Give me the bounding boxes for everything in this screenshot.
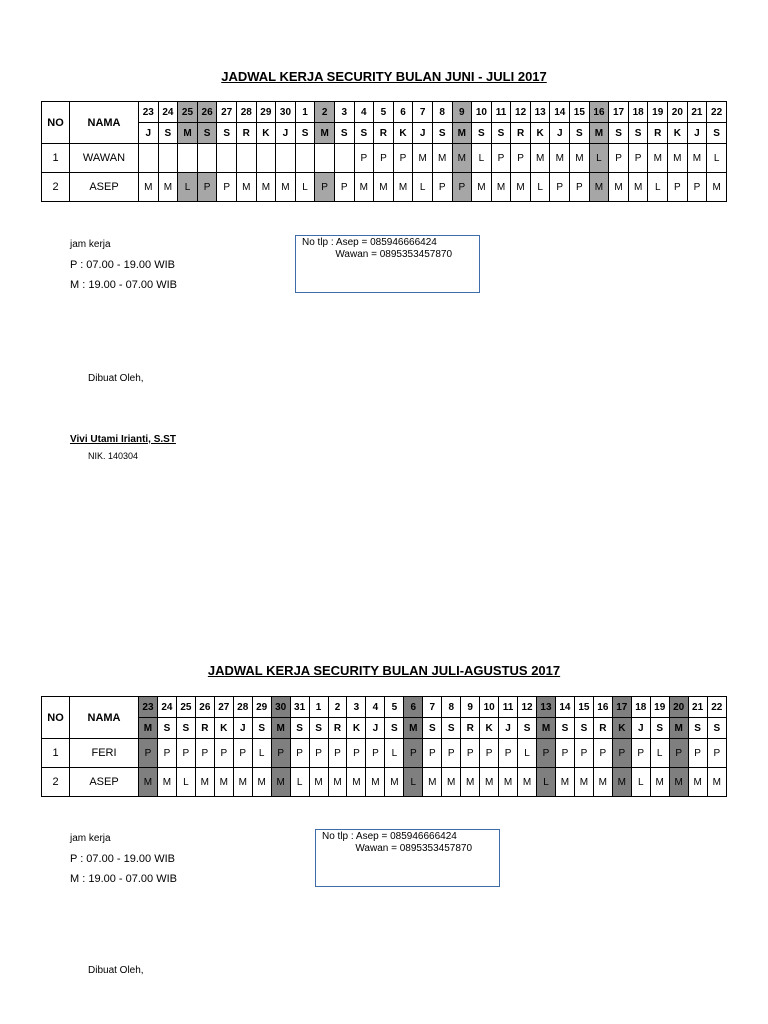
shift-cell: [139, 144, 159, 173]
table-row: [42, 173, 727, 202]
shift-cell: P: [452, 173, 472, 202]
date-cell: 31: [290, 697, 309, 718]
schedule-1-shift-m: M : 19.00 - 07.00 WIB: [70, 279, 177, 291]
date-cell: 20: [668, 102, 688, 123]
date-cell: 24: [157, 697, 176, 718]
schedule-2-contact-box: [315, 829, 500, 887]
shift-cell: L: [631, 768, 650, 797]
shift-cell: M: [612, 768, 631, 797]
shift-cell: M: [472, 173, 492, 202]
shift-cell: M: [158, 173, 178, 202]
shift-cell: M: [347, 768, 366, 797]
day-cell: S: [432, 123, 452, 144]
date-cell: 12: [518, 697, 537, 718]
date-cell: 5: [385, 697, 404, 718]
shift-cell: M: [432, 144, 452, 173]
signer-name: Vivi Utami Irianti, S.ST: [70, 434, 176, 445]
date-cell: 25: [178, 102, 198, 123]
shift-cell: P: [442, 739, 461, 768]
date-cell: 10: [472, 102, 492, 123]
day-cell: K: [480, 718, 499, 739]
date-cell: 18: [631, 697, 650, 718]
shift-cell: M: [385, 768, 404, 797]
date-cell: 13: [530, 102, 550, 123]
date-cell: 26: [197, 102, 217, 123]
shift-cell: M: [195, 768, 214, 797]
date-cell: 16: [589, 102, 609, 123]
date-cell: 17: [612, 697, 631, 718]
day-cell: R: [593, 718, 612, 739]
shift-cell: P: [139, 739, 158, 768]
shift-cell: M: [366, 768, 385, 797]
day-cell: K: [214, 718, 233, 739]
date-cell: 11: [491, 102, 511, 123]
date-cell: 11: [499, 697, 518, 718]
schedule-1-table: [41, 101, 727, 202]
schedule-1-jam-kerja-label: jam kerja: [70, 239, 111, 250]
day-cell: S: [157, 718, 176, 739]
shift-cell: M: [688, 768, 707, 797]
date-cell: 22: [707, 697, 726, 718]
day-cell: S: [217, 123, 237, 144]
row-no: 1: [42, 739, 70, 768]
shift-cell: P: [491, 144, 511, 173]
day-cell: S: [570, 123, 590, 144]
day-cell: M: [139, 718, 158, 739]
shift-cell: P: [197, 173, 217, 202]
date-cell: 15: [570, 102, 590, 123]
shift-cell: P: [157, 739, 176, 768]
date-cell: 22: [707, 102, 727, 123]
shift-cell: L: [537, 768, 556, 797]
shift-cell: M: [157, 768, 176, 797]
day-cell: S: [295, 123, 315, 144]
shift-cell: M: [252, 768, 271, 797]
shift-cell: [236, 144, 256, 173]
day-header-row: [42, 718, 727, 739]
shift-cell: M: [511, 173, 531, 202]
date-cell: 16: [593, 697, 612, 718]
row-name: ASEP: [70, 768, 139, 797]
shift-cell: M: [499, 768, 518, 797]
shift-cell: M: [570, 144, 590, 173]
day-cell: S: [472, 123, 492, 144]
date-cell: 17: [609, 102, 629, 123]
day-cell: S: [707, 718, 726, 739]
shift-cell: P: [669, 739, 688, 768]
shift-cell: M: [707, 768, 726, 797]
day-cell: K: [612, 718, 631, 739]
row-name: FERI: [70, 739, 139, 768]
shift-cell: L: [252, 739, 271, 768]
day-cell: S: [442, 718, 461, 739]
shift-cell: L: [518, 739, 537, 768]
shift-cell: P: [707, 739, 726, 768]
date-cell: 8: [442, 697, 461, 718]
table-row: [42, 739, 727, 768]
shift-cell: P: [404, 739, 423, 768]
shift-cell: M: [550, 144, 570, 173]
date-cell: 7: [413, 102, 433, 123]
signer-nik: NIK. 140304: [88, 451, 139, 461]
shift-cell: M: [233, 768, 252, 797]
day-header-row: [42, 123, 727, 144]
table-row: [42, 144, 727, 173]
shift-cell: M: [530, 144, 550, 173]
date-cell: 4: [354, 102, 374, 123]
row-name: WAWAN: [70, 144, 139, 173]
day-cell: K: [347, 718, 366, 739]
shift-cell: P: [217, 173, 237, 202]
day-cell: S: [518, 718, 537, 739]
date-cell: 3: [334, 102, 354, 123]
date-cell: 28: [236, 102, 256, 123]
shift-cell: M: [354, 173, 374, 202]
shift-cell: L: [472, 144, 492, 173]
date-cell: 2: [315, 102, 335, 123]
shift-cell: P: [628, 144, 648, 173]
contact-line-asep: No tlp : Asep = 085946666424: [302, 237, 437, 248]
contact-line-wawan: Wawan = 0895353457870: [322, 843, 473, 854]
day-cell: R: [648, 123, 668, 144]
day-cell: S: [158, 123, 178, 144]
shift-cell: [276, 144, 296, 173]
shift-cell: P: [309, 739, 328, 768]
date-cell: 23: [139, 697, 158, 718]
shift-cell: L: [650, 739, 669, 768]
day-cell: M: [669, 718, 688, 739]
date-cell: 13: [537, 697, 556, 718]
shift-cell: L: [385, 739, 404, 768]
shift-cell: P: [668, 173, 688, 202]
shift-cell: M: [593, 768, 612, 797]
shift-cell: P: [461, 739, 480, 768]
shift-cell: P: [354, 144, 374, 173]
shift-cell: P: [631, 739, 650, 768]
schedule-1-shift-p: P : 07.00 - 19.00 WIB: [70, 259, 175, 271]
day-cell: S: [688, 718, 707, 739]
shift-cell: L: [413, 173, 433, 202]
day-cell: K: [256, 123, 276, 144]
col-nama-header: NAMA: [70, 102, 139, 144]
day-cell: S: [197, 123, 217, 144]
shift-cell: M: [139, 768, 158, 797]
shift-cell: [256, 144, 276, 173]
shift-cell: L: [178, 173, 198, 202]
shift-cell: M: [309, 768, 328, 797]
shift-cell: M: [328, 768, 347, 797]
date-cell: 25: [176, 697, 195, 718]
shift-cell: M: [480, 768, 499, 797]
day-cell: S: [628, 123, 648, 144]
day-cell: S: [423, 718, 442, 739]
date-cell: 20: [669, 697, 688, 718]
row-no: 2: [42, 173, 70, 202]
date-cell: 1: [295, 102, 315, 123]
day-cell: M: [404, 718, 423, 739]
date-cell: 29: [256, 102, 276, 123]
day-cell: R: [461, 718, 480, 739]
shift-cell: P: [328, 739, 347, 768]
day-cell: S: [574, 718, 593, 739]
day-cell: J: [366, 718, 385, 739]
schedule-1-title: JADWAL KERJA SECURITY BULAN JUNI - JULI 2017: [221, 69, 547, 84]
date-cell: 3: [347, 697, 366, 718]
day-cell: J: [413, 123, 433, 144]
shift-cell: M: [271, 768, 290, 797]
row-no: 2: [42, 768, 70, 797]
shift-cell: M: [413, 144, 433, 173]
date-cell: 27: [214, 697, 233, 718]
shift-cell: P: [688, 739, 707, 768]
date-cell: 15: [574, 697, 593, 718]
day-cell: J: [687, 123, 707, 144]
day-cell: J: [139, 123, 159, 144]
shift-cell: L: [648, 173, 668, 202]
date-cell: 4: [366, 697, 385, 718]
schedule-2-shift-m: M : 19.00 - 07.00 WIB: [70, 873, 177, 885]
col-no-header: NO: [42, 102, 70, 144]
date-cell: 23: [139, 102, 159, 123]
date-cell: 18: [628, 102, 648, 123]
shift-cell: M: [669, 768, 688, 797]
shift-cell: P: [537, 739, 556, 768]
shift-cell: M: [574, 768, 593, 797]
day-cell: M: [537, 718, 556, 739]
day-cell: S: [309, 718, 328, 739]
shift-cell: M: [423, 768, 442, 797]
date-cell: 29: [252, 697, 271, 718]
shift-cell: M: [707, 173, 727, 202]
day-cell: R: [511, 123, 531, 144]
shift-cell: P: [366, 739, 385, 768]
shift-cell: M: [518, 768, 537, 797]
shift-cell: P: [511, 144, 531, 173]
shift-cell: P: [423, 739, 442, 768]
schedule-2-title: JADWAL KERJA SECURITY BULAN JULI-AGUSTUS 2017: [207, 663, 561, 678]
day-cell: J: [631, 718, 650, 739]
shift-cell: [334, 144, 354, 173]
day-cell: K: [668, 123, 688, 144]
day-cell: K: [393, 123, 413, 144]
shift-cell: [158, 144, 178, 173]
shift-cell: P: [593, 739, 612, 768]
shift-cell: P: [555, 739, 574, 768]
date-cell: 6: [404, 697, 423, 718]
shift-cell: [315, 144, 335, 173]
date-cell: 14: [555, 697, 574, 718]
day-cell: J: [499, 718, 518, 739]
shift-cell: P: [687, 173, 707, 202]
day-cell: S: [385, 718, 404, 739]
schedule-2-dibuat-oleh: Dibuat Oleh,: [88, 965, 144, 976]
shift-cell: M: [628, 173, 648, 202]
schedule-1-contact-box: [295, 235, 480, 293]
shift-cell: M: [650, 768, 669, 797]
shift-cell: P: [612, 739, 631, 768]
col-nama-header: NAMA: [70, 697, 139, 739]
date-cell: 6: [393, 102, 413, 123]
date-cell: 10: [480, 697, 499, 718]
shift-cell: P: [334, 173, 354, 202]
schedule-2-table: [41, 696, 727, 797]
shift-cell: M: [214, 768, 233, 797]
shift-cell: [295, 144, 315, 173]
shift-cell: M: [452, 144, 472, 173]
date-cell: 28: [233, 697, 252, 718]
shift-cell: [197, 144, 217, 173]
shift-cell: P: [480, 739, 499, 768]
date-cell: 9: [452, 102, 472, 123]
shift-cell: [217, 144, 237, 173]
date-header-row: [42, 102, 727, 123]
day-cell: R: [236, 123, 256, 144]
shift-cell: M: [555, 768, 574, 797]
date-header-row: [42, 697, 727, 718]
day-cell: J: [233, 718, 252, 739]
row-name: ASEP: [70, 173, 139, 202]
day-cell: S: [334, 123, 354, 144]
shift-cell: M: [609, 173, 629, 202]
date-cell: 2: [328, 697, 347, 718]
date-cell: 21: [688, 697, 707, 718]
shift-cell: P: [550, 173, 570, 202]
shift-cell: P: [347, 739, 366, 768]
day-cell: S: [707, 123, 727, 144]
shift-cell: P: [393, 144, 413, 173]
row-no: 1: [42, 144, 70, 173]
date-cell: 12: [511, 102, 531, 123]
shift-cell: M: [668, 144, 688, 173]
date-cell: 21: [687, 102, 707, 123]
date-cell: 9: [461, 697, 480, 718]
date-cell: 7: [423, 697, 442, 718]
shift-cell: P: [290, 739, 309, 768]
shift-cell: M: [276, 173, 296, 202]
date-cell: 19: [650, 697, 669, 718]
shift-cell: M: [687, 144, 707, 173]
schedule-2-shift-p: P : 07.00 - 19.00 WIB: [70, 853, 175, 865]
shift-cell: M: [374, 173, 394, 202]
shift-cell: P: [570, 173, 590, 202]
table-row: [42, 768, 727, 797]
shift-cell: P: [233, 739, 252, 768]
day-cell: M: [271, 718, 290, 739]
shift-cell: P: [315, 173, 335, 202]
date-cell: 24: [158, 102, 178, 123]
date-cell: 27: [217, 102, 237, 123]
col-no-header: NO: [42, 697, 70, 739]
shift-cell: L: [404, 768, 423, 797]
shift-cell: M: [393, 173, 413, 202]
shift-cell: [178, 144, 198, 173]
shift-cell: M: [442, 768, 461, 797]
shift-cell: P: [176, 739, 195, 768]
shift-cell: P: [271, 739, 290, 768]
shift-cell: P: [499, 739, 518, 768]
shift-cell: M: [648, 144, 668, 173]
day-cell: S: [609, 123, 629, 144]
day-cell: S: [252, 718, 271, 739]
day-cell: S: [650, 718, 669, 739]
date-cell: 30: [271, 697, 290, 718]
shift-cell: P: [609, 144, 629, 173]
shift-cell: M: [461, 768, 480, 797]
schedule-1-dibuat-oleh: Dibuat Oleh,: [88, 373, 144, 384]
shift-cell: L: [295, 173, 315, 202]
shift-cell: M: [236, 173, 256, 202]
date-cell: 30: [276, 102, 296, 123]
shift-cell: L: [290, 768, 309, 797]
date-cell: 1: [309, 697, 328, 718]
day-cell: K: [530, 123, 550, 144]
day-cell: J: [276, 123, 296, 144]
day-cell: M: [452, 123, 472, 144]
date-cell: 8: [432, 102, 452, 123]
date-cell: 26: [195, 697, 214, 718]
day-cell: R: [374, 123, 394, 144]
day-cell: R: [328, 718, 347, 739]
day-cell: S: [290, 718, 309, 739]
shift-cell: M: [491, 173, 511, 202]
shift-cell: P: [214, 739, 233, 768]
date-cell: 19: [648, 102, 668, 123]
day-cell: S: [176, 718, 195, 739]
date-cell: 14: [550, 102, 570, 123]
shift-cell: M: [589, 173, 609, 202]
day-cell: M: [315, 123, 335, 144]
shift-cell: L: [707, 144, 727, 173]
shift-cell: P: [374, 144, 394, 173]
shift-cell: P: [195, 739, 214, 768]
shift-cell: M: [256, 173, 276, 202]
contact-line-asep: No tlp : Asep = 085946666424: [322, 831, 457, 842]
day-cell: M: [589, 123, 609, 144]
day-cell: J: [550, 123, 570, 144]
day-cell: M: [178, 123, 198, 144]
shift-cell: L: [530, 173, 550, 202]
day-cell: S: [354, 123, 374, 144]
day-cell: S: [555, 718, 574, 739]
date-cell: 5: [374, 102, 394, 123]
schedule-2-jam-kerja-label: jam kerja: [70, 833, 111, 844]
contact-line-wawan: Wawan = 0895353457870: [302, 249, 453, 260]
day-cell: R: [195, 718, 214, 739]
day-cell: S: [491, 123, 511, 144]
shift-cell: L: [589, 144, 609, 173]
shift-cell: P: [432, 173, 452, 202]
shift-cell: L: [176, 768, 195, 797]
shift-cell: P: [574, 739, 593, 768]
shift-cell: M: [139, 173, 159, 202]
